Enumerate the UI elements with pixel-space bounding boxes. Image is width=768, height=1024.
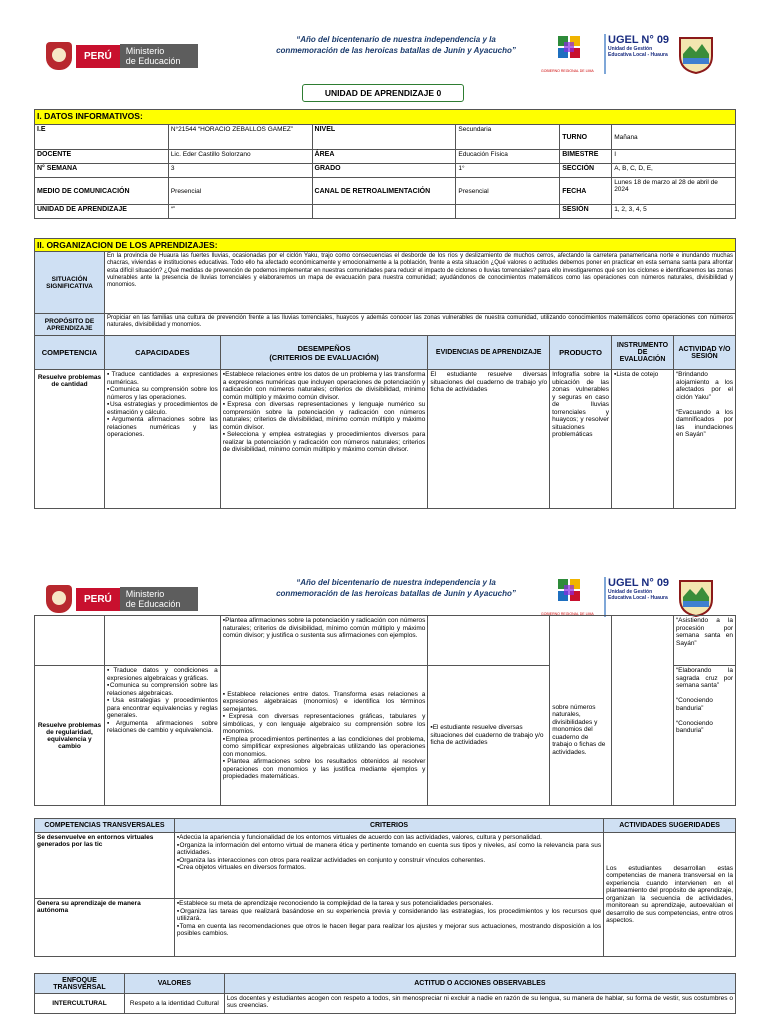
header-instrumento: INSTRUMENTO DE EVALUACIÓN <box>612 336 674 370</box>
peru-coat-of-arms-icon <box>46 585 72 613</box>
header-evidencias: EVIDENCIAS DE APRENDIZAJE <box>428 336 550 370</box>
docente-label: DOCENTE <box>35 150 169 164</box>
header-capacidades: CAPACIDADES <box>104 336 220 370</box>
regional-government-logo-icon <box>556 577 584 611</box>
header-enfoque: ENFOQUE TRANSVERSAL <box>35 974 125 994</box>
table-row <box>35 370 736 509</box>
situacion-label: SITUACIÓN SIGNIFICATIVA <box>35 252 105 314</box>
ugel-divider <box>604 34 606 74</box>
capacidades-cell: ▪Traduce datos y condiciones a expresiones algebraicas y gráficas. ▪Comunica su comprensión sobre las relaciones algebraicas. ▪Usa estrategias y procedimientos para encontrar equivalencias y reglas generales. ▪Argumenta afirmaciones sobre relaciones de cambio y equivalencia. <box>104 666 220 806</box>
ugel-logo: UGEL N° 09 Unidad de Gestión Educativa Local - Huaura <box>608 577 670 601</box>
sesion-label: SESIÓN <box>560 205 612 219</box>
situacion-text: En la provincia de Huaura las fuertes lluvias, ocasionadas por el ciclón Yaku, trajo como consecuencias el desborde de los ríos y deslizamiento de muchos cerros, afectando la carretera panamericana norte e inundando muchas chacras, viviendas e instituciones educativas. Todo ello ha afectado económicamente y emocionalmente a la población, frente a esta situación ¿Qué valores o actitudes debemos poner en practicar en esta semana santa para afrontar esta difícil situación? ¿Qué medidas de prevención de podemos implementar en nuestras comunidades para reducir el impacto de ciclones o lluvias torrenciales? para ello investigaremos qué son los ciclones e identificaremos las zonas vulnerables ante la presencia de lluvias torrenciales y elaboraremos un mapa de evacuación para nuestra comunidad; ayudándonos de conocimientos matemáticos como las operaciones con números naturales, divisibilidad y monomios. <box>104 252 735 314</box>
transversal-competencia-cell: Se desenvuelve en entornos virtuales generados por las tic <box>35 833 175 899</box>
minedu-logo <box>46 585 198 613</box>
actividad-cell: “Brindando alojamiento a los afectados por el ciclón Yaku” “Evacuando a los damnificados por las inundaciones en Sayán” <box>674 370 736 509</box>
medio-label: MEDIO DE COMUNICACIÓN <box>35 178 169 205</box>
ministry-label: Ministerio de Educación <box>120 44 199 68</box>
organizacion-table-continued <box>34 615 736 806</box>
seccion-value: A, B, C, D, E, <box>612 164 736 178</box>
area-label: ÁREA <box>312 150 456 164</box>
grado-value: 1° <box>456 164 560 178</box>
header-criterios: CRITERIOS <box>174 819 603 833</box>
docente-value: Lic. Eder Castillo Solorzano <box>168 150 312 164</box>
regional-caption: GOBIERNO REGIONAL DE LIMA <box>541 612 594 616</box>
page-header <box>36 34 736 84</box>
peru-label: PERÚ <box>76 588 120 611</box>
actividad-cell: “Asistiendo a la procesión por semana santa en Sayán” <box>674 616 736 666</box>
datos-informativos-table <box>34 109 736 219</box>
unidad-value: “” <box>168 205 312 219</box>
enfoque-cell: INTERCULTURAL <box>35 994 125 1014</box>
competencias-header-row <box>35 336 736 370</box>
section-2-title: II. ORGANIZACION DE LOS APRENDIZAJES: <box>35 239 736 252</box>
ministry-label: Ministerio de Educación <box>120 587 199 611</box>
proposito-text: Propiciar en las familias una cultura de prevención frente a las lluvias torrenciales, huaycos y además conocer las zonas vulnerables de nuestra comunidad, utilizando conocimientos matemáticos como operaciones con números naturales, divisibilidad y monomios. <box>104 314 735 336</box>
competencia-cell: Resuelve problemas de regularidad, equivalencia y cambio <box>35 666 105 806</box>
regional-caption: GOBIERNO REGIONAL DE LIMA <box>541 69 594 73</box>
capacidades-cell: ▪Traduce cantidades a expresiones numéricas. ▪Comunica su comprensión sobre los números y las operaciones. ▪Usa estrategias y procedimientos de estimación y cálculo. ▪Argumenta afirmaciones sobre las relaciones numéricas y las operaciones. <box>104 370 220 509</box>
header-competencia: COMPETENCIA <box>35 336 105 370</box>
table-row <box>35 994 736 1014</box>
header-desempenos: DESEMPEÑOS (CRITERIOS DE EVALUACIÓN) <box>220 336 428 370</box>
header-valores: VALORES <box>124 974 224 994</box>
huaura-crest-icon <box>678 34 714 74</box>
ie-value: N°21544 “HORACIO ZEBALLOS GAMEZ” <box>168 125 312 150</box>
table-row <box>35 833 736 899</box>
ugel-divider <box>604 577 606 617</box>
competencia-cell: Resuelve problemas de cantidad <box>35 370 105 509</box>
unit-title: UNIDAD DE APRENDIZAJE 0 <box>302 84 464 102</box>
year-motto: “Año del bicentenario de nuestra independencia y la conmemoración de las heroicas batallas de Junín y Ayacucho” <box>276 578 516 598</box>
evidencias-cell: ▪El estudiante resuelve diversas situaciones del cuaderno de trabajo y/o ficha de actividades <box>428 666 550 806</box>
turno-label: TURNO <box>560 125 612 150</box>
enfoque-transversal-table <box>34 973 736 1014</box>
semana-value: 3 <box>168 164 312 178</box>
desempenos-cell: ▪Establece relaciones entre los datos de un problema y las transforma a expresiones numéricas que incluyen operaciones de potenciación y radicación con números naturales; criterios de divisibilidad, mínimo común múltiplo y máximo común divisor. ▪Expresa con diversas representaciones y lenguaje numérico su comprensión sobre la potenciación y radicación con números naturales; criterios de divisibilidad, mínimo común múltiplo y máximo común divisor. ▪Selecciona y emplea estrategias y procedimientos diversos para realizar la potenciación y radicación con números naturales; criterios de divisibilidad, mínimo común múltiplo y máximo común divisor. <box>220 370 428 509</box>
header-actitud: ACTITUD O ACCIONES OBSERVABLES <box>224 974 735 994</box>
organizacion-table <box>34 238 736 509</box>
fecha-value: Lunes 18 de marzo al 28 de abril de 2024 <box>612 178 736 205</box>
area-value: Educación Física <box>456 150 560 164</box>
seccion-label: SECCIÓN <box>560 164 612 178</box>
canal-value: Presencial <box>456 178 560 205</box>
canal-label: CANAL DE RETROALIMENTACIÓN <box>312 178 456 205</box>
semana-label: N° SEMANA <box>35 164 169 178</box>
table-row <box>35 616 736 666</box>
minedu-logo <box>46 42 198 70</box>
header-competencias-transversales: COMPETENCIAS TRANSVERSALES <box>35 819 175 833</box>
transversal-actividades-cell: Los estudiantes desarrollan estas competencias de manera transversal en la experiencia cuando intervienen en el planteamiento del propósito de aprendizaje, organizan la secuencia de actividades, monitorean su aprendizaje, autoevalúan el desarrollo de sus competencias, entre otros aspectos. <box>604 833 736 957</box>
sesion-value: 1, 2, 3, 4, 5 <box>612 205 736 219</box>
valores-cell: Respeto a la identidad Cultural <box>124 994 224 1014</box>
year-motto: “Año del bicentenario de nuestra independencia y la conmemoración de las heroicas batallas de Junín y Ayacucho” <box>276 35 516 55</box>
desempenos-cell: ▪Plantea afirmaciones sobre la potenciación y radicación con números naturales; criterios de divisibilidad, mínimo común múltiplo y máximo común divisor; y justifica o sustenta sus afirmaciones con ejemplos. <box>220 616 428 666</box>
medio-value: Presencial <box>168 178 312 205</box>
section-1-title: I. DATOS INFORMATIVOS: <box>35 110 736 125</box>
header-producto: PRODUCTO <box>550 336 612 370</box>
actividad-cell: “Elaborando la sagrada cruz por semana santa” “Conociendo banduria” “Conociendo banduria” <box>674 666 736 806</box>
nivel-value: Secundaria <box>456 125 560 150</box>
transversal-criterios-cell: ▪Adecúa la apariencia y funcionalidad de los entornos virtuales de acuerdo con las actividades, valores, cultura y personalidad. ▪Organiza la información del entorno virtual de manera ética y pertinente tomando en cuenta sus tipos y niveles, así como la relevancia para sus actividades. ▪Organiza las interacciones con otros para realizar actividades en conjunto y construir vínculos coherentes. ▪Crea objetos virtuales en diversos formatos. <box>174 833 603 899</box>
producto-cell: Infografía sobre la ubicación de las zonas vulnerables y seguras en caso de lluvias torrenciales y huaycos; y resolver situaciones problemáticas <box>550 370 612 509</box>
instrumento-cell: ▪Lista de cotejo <box>612 370 674 509</box>
turno-value: Mañana <box>612 125 736 150</box>
producto-cell: sobre números naturales, divisibilidades y monomios del cuaderno de trabajo o fichas de actividades. <box>550 616 612 806</box>
nivel-label: NIVEL <box>312 125 456 150</box>
evidencias-cell: El estudiante resuelve diversas situaciones del cuaderno de trabajo y/o ficha de actividades <box>428 370 550 509</box>
regional-government-logo-icon <box>556 34 584 68</box>
competencias-transversales-table <box>34 818 736 957</box>
desempenos-cell: ▪Establece relaciones entre datos. Transforma esas relaciones a expresiones algebraicas (monomios) e identifica los términos semejantes. ▪Expresa con diversas representaciones gráficas, tabulares y simbólicas, y con lenguaje algebraico su comprensión sobre los monomios. ▪Emplea procedimientos pertinentes a las condiciones del problema, como simplificar expresiones algebraicas utilizando las operaciones con monomios. ▪Plantea afirmaciones sobre los resultados obtenidos al resolver operaciones con monomios y las justifica mediante ejemplos y propiedades matemáticas. <box>220 666 428 806</box>
header-actividades-sugeridas: ACTIVIDADES SUGERIDADES <box>604 819 736 833</box>
ugel-logo: UGEL N° 09 Unidad de Gestión Educativa Local - Huaura <box>608 34 670 58</box>
fecha-label: FECHA <box>560 178 612 205</box>
peru-coat-of-arms-icon <box>46 42 72 70</box>
ie-label: I.E <box>35 125 169 150</box>
peru-label: PERÚ <box>76 45 120 68</box>
proposito-label: PROPÓSITO DE APRENDIZAJE <box>35 314 105 336</box>
bimestre-label: BIMESTRE <box>560 150 612 164</box>
unidad-label: UNIDAD DE APRENDIZAJE <box>35 205 169 219</box>
transversal-competencia-cell: Genera su aprendizaje de manera autónoma <box>35 899 175 957</box>
header-actividad: ACTIVIDAD Y/O SESIÓN <box>674 336 736 370</box>
huaura-crest-icon <box>678 577 714 617</box>
grado-label: GRADO <box>312 164 456 178</box>
actitud-cell: Los docentes y estudiantes acogen con respeto a todos, sin menospreciar ni excluir a nadie en razón de su lengua, su manera de hablar, su forma de vestir, sus costumbres o sus creencias. <box>224 994 735 1014</box>
transversal-header-row <box>35 819 736 833</box>
transversal-criterios-cell: ▪Establece su meta de aprendizaje reconociendo la complejidad de la tarea y sus potencialidades personales. ▪Organiza las tareas que realizará basándose en su experiencia previa y considerando las estrategias, los procedimientos y los recursos que utilizará. ▪Toma en cuenta las recomendaciones que otros le hacen llegar para realizar los ajustes y mejorar sus actuaciones, mostrando disposición a los posibles cambios. <box>174 899 603 957</box>
enfoque-header-row <box>35 974 736 994</box>
bimestre-value: I <box>612 150 736 164</box>
